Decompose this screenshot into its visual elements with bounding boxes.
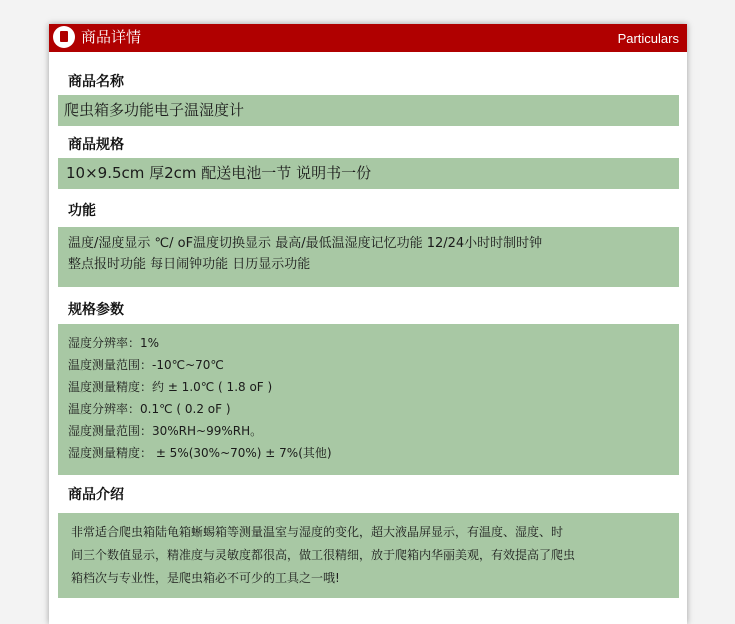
intro-line: 非常适合爬虫箱陆龟箱蜥蜴箱等测量温室与湿度的变化，超大液晶屏显示，有温度、湿度、时 (71, 525, 564, 539)
product-name-value: 爬虫箱多功能电子温湿度计 (64, 101, 245, 119)
product-name-label: 商品名称 (68, 74, 124, 90)
intro-line: 间三个数值显示，精准度与灵敏度都很高，做工很精细，放于爬箱内华丽美观，有效提高了爬虫 (71, 548, 576, 562)
intro-line: 箱档次与专业性，是爬虫箱必不可少的工具之一哦! (71, 571, 340, 585)
function-line: 整点报时功能 每日闹钟功能 日历显示功能 (68, 257, 311, 272)
product-intro-box (58, 513, 679, 598)
spec-param-line: 湿度测量范围：30%RH~99%RH。 (68, 424, 263, 438)
document-icon (53, 26, 75, 48)
header-title: 商品详情 (81, 28, 142, 46)
function-label: 功能 (68, 203, 96, 219)
spec-param-line: 湿度分辨率：1% (68, 336, 160, 350)
product-details-card (49, 24, 687, 624)
product-intro-label: 商品介绍 (68, 487, 124, 503)
spec-params-label: 规格参数 (68, 302, 124, 318)
header-english-label: Particulars (617, 31, 679, 46)
details-header-bar (49, 24, 687, 52)
product-spec-label: 商品规格 (68, 137, 124, 153)
spec-param-line: 温度测量精度：约 ± 1.0℃ ( 1.8 oF ) (68, 380, 273, 394)
spec-param-line: 温度分辨率：0.1℃ ( 0.2 oF ) (68, 402, 231, 416)
function-box (58, 227, 679, 287)
spec-param-line: 湿度测量精度： ± 5%(30%~70%) ± 7%(其他) (68, 446, 332, 460)
spec-param-line: 温度测量范围：-10℃~70℃ (68, 358, 224, 372)
product-spec-value: 10×9.5cm 厚2cm 配送电池一节 说明书一份 (66, 164, 372, 182)
product-spec-box (58, 158, 679, 189)
product-name-box (58, 95, 679, 126)
spec-params-box (58, 324, 679, 475)
function-line: 温度/湿度显示 ℃/ oF温度切换显示 最高/最低温湿度记忆功能 12/24小时时制时钟 (68, 236, 543, 251)
